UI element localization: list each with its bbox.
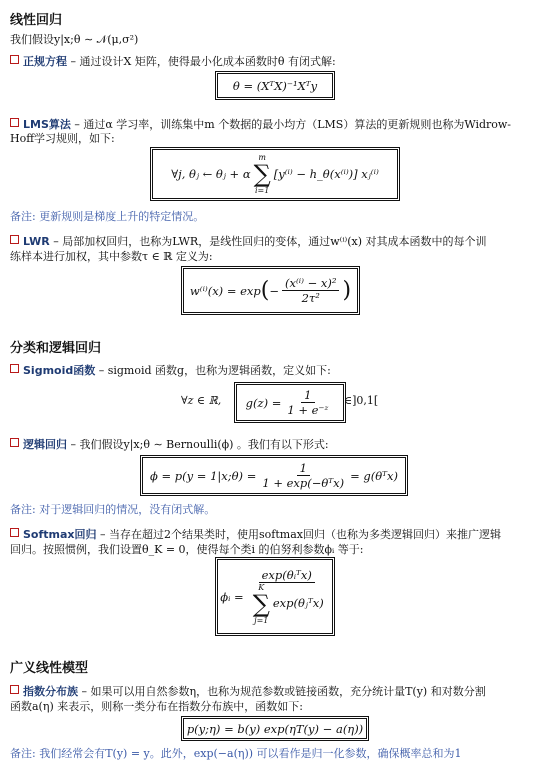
softmax-text-line1: – 当存在超过2个结果类时，使用softmax回归（也称为多类逻辑回归）来推广逻辑 <box>100 528 501 541</box>
lwr-term: LWR <box>23 235 50 248</box>
exponential-family-paragraph-line1 <box>10 685 486 699</box>
softmax-formula <box>217 559 333 634</box>
lwr-formula-lhs: w⁽ⁱ⁾(x) = exp <box>189 283 261 298</box>
lwr-text-line1: – 局部加权回归，也称为LWR，是线性回归的变体，通过w⁽ⁱ⁾(x) 对其成本函数中的每个训 <box>53 235 487 248</box>
exponential-family-text-line1: – 如果可以用自然参数η，也称为规范参数或链接函数，充分统计量T(y) 和对数分割 <box>81 685 486 698</box>
lms-formula-rhs: [y⁽ⁱ⁾ − h_θ(x⁽ⁱ⁾)] xⱼ⁽ⁱ⁾ <box>273 167 379 181</box>
section-title-linear-regression: 线性回归 <box>10 13 63 28</box>
sigmoid-frac-numerator: 1 <box>301 388 314 403</box>
logistic-regression-paragraph <box>10 438 329 452</box>
softmax-frac-denominator <box>247 583 327 625</box>
softmax-fraction <box>247 568 327 625</box>
lms-paragraph-line1 <box>10 118 511 132</box>
logreg-frac-denominator: 1 + exp(−θᵀx) <box>262 476 345 490</box>
lms-term: LMS算法 <box>23 118 71 131</box>
lwr-text-line2: 练样本进行加权，其中参数τ ∈ ℝ 定义为: <box>10 250 213 263</box>
logistic-regression-term: 逻辑回归 <box>23 438 67 451</box>
lwr-frac-denominator: 2τ² <box>301 291 320 305</box>
bullet-box-icon <box>10 235 19 244</box>
note-normalization: 备注: 我们经常会有T(y) = y。此外，exp(−a(η)) 可以看作是归一化参数，确保概率总和为1 <box>10 747 462 760</box>
note-no-closed-form: 备注: 对于逻辑回归的情况，没有闭式解。 <box>10 503 216 516</box>
lwr-fraction <box>282 276 339 305</box>
sigmoid-paragraph <box>10 364 331 378</box>
logistic-regression-text: – 我们假设y|x;θ ∼ Bernoulli(ϕ) 。我们有以下形式: <box>70 438 329 451</box>
lms-text-line2: Hoff学习规则，如下: <box>10 132 115 145</box>
logreg-formula-rhs: = g(θᵀx) <box>350 468 398 483</box>
lwr-frac-numerator: (x⁽ⁱ⁾ − x)² <box>282 276 339 291</box>
softmax-formula-lhs: ϕᵢ = <box>220 589 244 604</box>
softmax-paragraph-line1 <box>10 528 501 542</box>
lwr-weight-formula: w⁽ⁱ⁾(x) = exp ( − $\frac{\text{(x⁽ⁱ⁾ − x)²}}{\text{2τ²}}$ ) <box>183 268 358 313</box>
sigmoid-fraction <box>284 388 331 417</box>
sum-lower-limit: i=1 <box>255 186 270 195</box>
note-gradient-ascent: 备注: 更新规则是梯度上升的特定情况。 <box>10 210 205 223</box>
bullet-box-icon <box>10 118 19 127</box>
sum-upper-limit: K <box>258 583 265 592</box>
sigmoid-frac-denominator: 1 + e⁻ᶻ <box>287 403 329 417</box>
sigmoid-formula-lhs: g(z) = <box>245 395 282 410</box>
normal-equation-text: – 通过设计X 矩阵，使得最小化成本函数时θ 有闭式解: <box>70 55 336 68</box>
sum-lower-limit: j=1 <box>254 616 269 625</box>
exponential-family-term: 指数分布族 <box>23 685 78 698</box>
sigmoid-range: ∈]0,1[ <box>344 394 379 407</box>
exponential-family-text-line2: 函数a(η) 来表示，则称一类分布在指数分布族中，函数如下: <box>10 700 303 713</box>
exponential-family-formula: p(y;η) = b(y) exp(ηT(y) − a(η)) <box>183 718 367 739</box>
logreg-fraction <box>259 461 347 490</box>
linear-regression-intro: 我们假设y|x;θ ∼ 𝒩(μ,σ²) <box>10 33 139 46</box>
sigmoid-text: – sigmoid 函数g，也称为逻辑函数，定义如下: <box>98 364 331 377</box>
summation-symbol: K ∑ j=1 <box>252 583 270 625</box>
section-title-classification: 分类和逻辑回归 <box>10 341 102 356</box>
sigmoid-domain: ∀z ∈ ℝ, <box>181 394 222 407</box>
softmax-term: Softmax回归 <box>23 528 97 541</box>
logreg-frac-numerator: 1 <box>297 461 310 476</box>
logreg-formula-lhs: ϕ = p(y = 1|x;θ) = <box>150 468 257 483</box>
section-title-glm: 广义线性模型 <box>10 661 89 676</box>
normal-equation-term: 正规方程 <box>23 55 67 68</box>
bullet-box-icon <box>10 438 19 447</box>
bullet-box-icon <box>10 528 19 537</box>
softmax-text-line2: 回归。按照惯例，我们设置θ_K = 0，使得每个类i 的伯努利参数ϕᵢ 等于: <box>10 543 364 556</box>
softmax-frac-numerator: exp(θᵢᵀx) <box>259 568 315 583</box>
lwr-paragraph-line1 <box>10 235 487 249</box>
softmax-den-term: exp(θⱼᵀx) <box>272 596 324 610</box>
lms-text-line1: – 通过α 学习率，训练集中m 个数据的最小均方（LMS）算法的更新规则也称为Widrow- <box>74 118 512 131</box>
bullet-box-icon <box>10 55 19 64</box>
sigmoid-formula <box>236 384 344 421</box>
sigmoid-term: Sigmoid函数 <box>23 364 96 377</box>
summation-symbol: m ∑ i=1 <box>253 153 271 195</box>
bullet-box-icon <box>10 364 19 373</box>
lms-formula-lhs: ∀j, θⱼ ← θⱼ + α <box>171 167 251 181</box>
bullet-box-icon <box>10 685 19 694</box>
logistic-regression-formula <box>142 457 406 494</box>
normal-equation-formula: θ = (XᵀX)⁻¹Xᵀy <box>217 73 333 98</box>
normal-equation-paragraph <box>10 55 336 69</box>
sum-upper-limit: m <box>258 153 266 162</box>
lms-update-formula <box>152 149 398 199</box>
